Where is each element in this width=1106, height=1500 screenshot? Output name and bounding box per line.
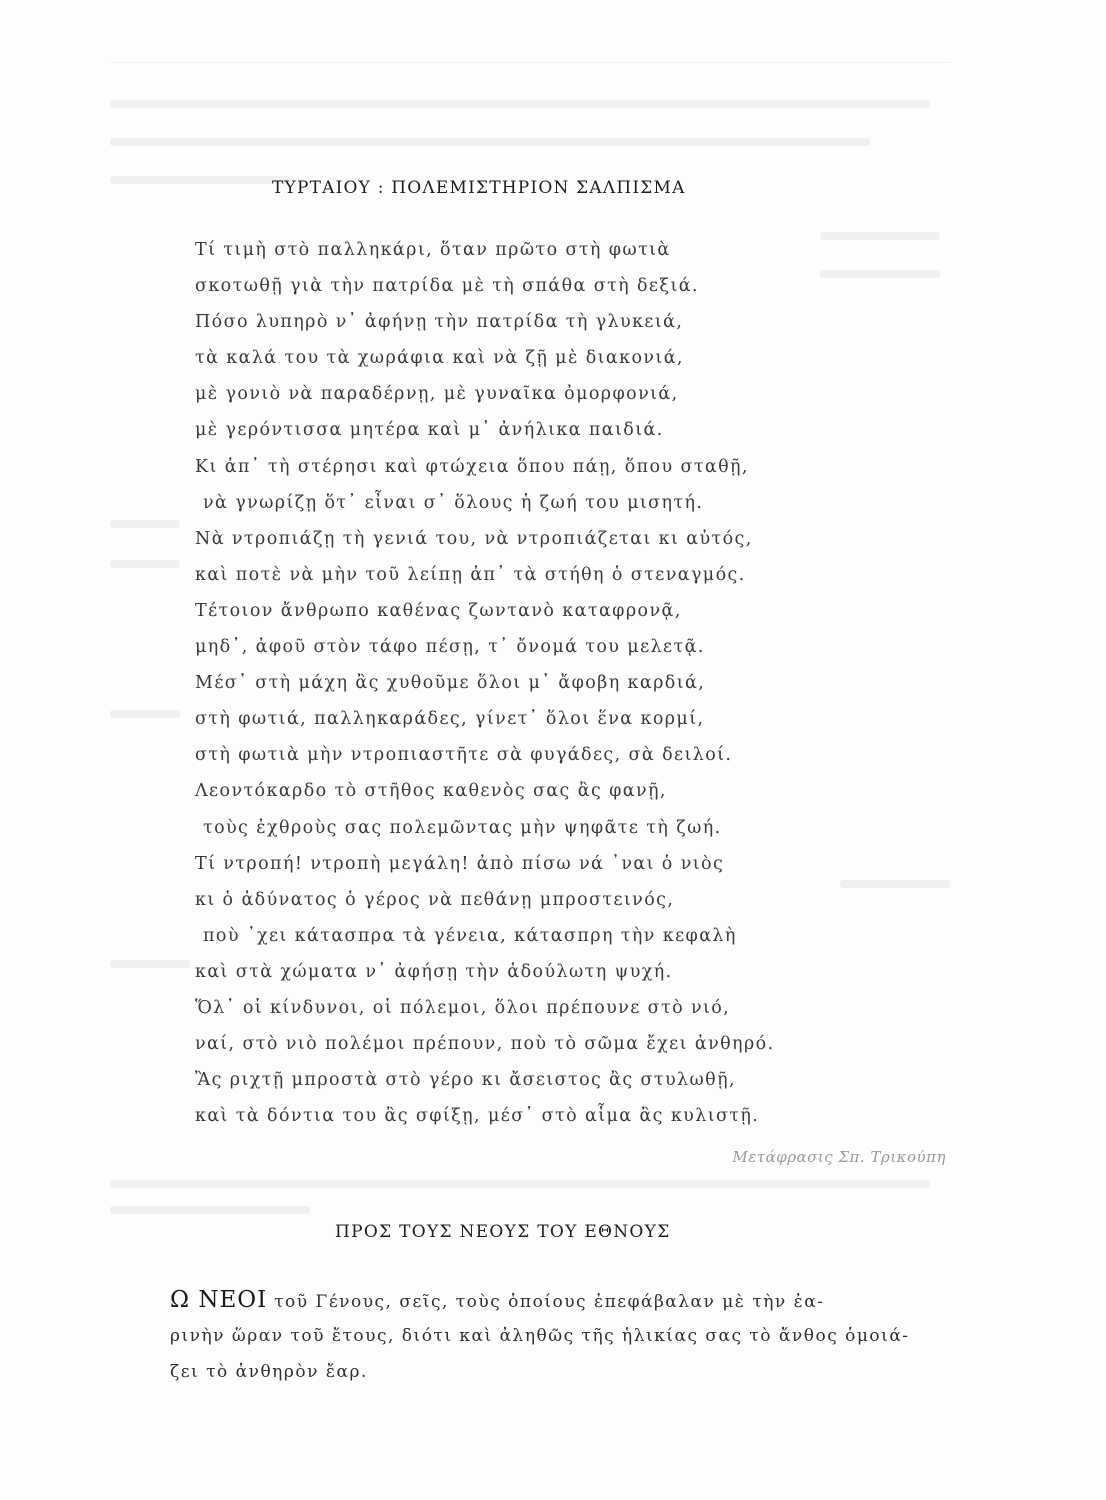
- paragraph-line: ρινὴν ὥραν τοῦ ἔτους, διότι καὶ ἀληθῶς τῆς ἡλικίας σας τὸ ἄνθος ὁμοιά-: [170, 1326, 910, 1346]
- poem-title: ΤΥΡΤΑΙΟΥ : ΠΟΛΕΜΙΣΤΗΡΙΟΝ ΣΑΛΠΙΣΜΑ: [272, 178, 686, 198]
- poem-line: Ὅλ᾽ οἱ κίνδυνοι, οἱ πόλεμοι, ὅλοι πρέπουνε στὸ νιό,: [195, 997, 731, 1018]
- poem-line: μὲ γονιὸ νὰ παραδέρνῃ, μὲ γυναῖκα ὀμορφονιά,: [195, 384, 679, 405]
- poem-line: Νὰ ντροπιάζῃ τὴ γενιά του, νὰ ντροπιάζεται κι αὐτός,: [195, 528, 753, 549]
- poem-line: στὴ φωτιὰ μὴν ντροπιαστῆτε σὰ φυγάδες, σὰ δειλοί.: [195, 745, 733, 766]
- show-through-text: [110, 138, 870, 146]
- show-through-text: [110, 520, 180, 528]
- poem-lines: [195, 232, 915, 1134]
- poem-line: ποὺ ᾽χει κάτασπρα τὰ γένεια, κάτασπρη τὴν κεφαλὴ: [203, 925, 737, 946]
- poem-line: Τέτοιον ἄνθρωπο καθένας ζωντανὸ καταφρονᾷ,: [195, 600, 682, 621]
- show-through-text: [110, 710, 180, 718]
- poem-line: Λεοντόκαρδο τὸ στῆθος καθενὸς σας ἂς φανῇ,: [195, 781, 667, 802]
- show-through-text: [110, 1180, 930, 1188]
- show-through-text: [110, 1206, 310, 1214]
- poem-line: τὰ καλά του τὰ χωράφια καὶ νὰ ζῇ μὲ διακονιά,: [195, 348, 684, 369]
- poem-line: νὰ γνωρίζῃ ὅτ᾽ εἶναι σ᾽ ὅλους ἡ ζωή του μισητή.: [203, 492, 704, 513]
- poem-line: Κι ἀπ᾽ τὴ στέρησι καὶ φτώχεια ὅπου πάῃ, ὅπου σταθῇ,: [195, 456, 749, 477]
- paragraph-line: [170, 1282, 970, 1318]
- poem-line: σκοτωθῇ γιὰ τὴν πατρίδα μὲ τὴ σπάθα στὴ δεξιά.: [195, 276, 699, 297]
- poem-line: Ἂς ριχτῇ μπροστὰ στὸ γέρο κι ἄσειστος ἂς στυλωθῇ,: [195, 1070, 736, 1091]
- poem-line: Πόσο λυπηρὸ ν᾽ ἀφήνῃ τὴν πατρίδα τὴ γλυκειά,: [195, 312, 684, 333]
- show-through-text: [110, 100, 930, 108]
- poem-line: μὲ γερόντισσα μητέρα καὶ μ᾽ ἀνήλικα παιδιά.: [195, 420, 664, 441]
- paragraph-line: ζει τὸ ἀνθηρὸν ἔαρ.: [170, 1362, 368, 1382]
- poem-line: καὶ ποτὲ νὰ μὴν τοῦ λείπῃ ἀπ᾽ τὰ στήθη ὁ στεναγμός.: [195, 564, 746, 585]
- poem-line: στὴ φωτιά, παλληκαράδες, γίνετ᾽ ὅλοι ἕνα κορμί,: [195, 709, 705, 730]
- show-through-text: [110, 560, 180, 568]
- poem-line: ναί, στὸ νιὸ πολέμοι πρέπουν, ποὺ τὸ σῶμα ἔχει ἀνθηρό.: [195, 1034, 775, 1055]
- translator-credit: Μετάφρασις Σπ. Τρικούπη: [732, 1148, 946, 1166]
- show-through-text: [110, 960, 190, 968]
- poem-line: καὶ στὰ χώματα ν᾽ ἀφήσῃ τὴν ἀδούλωτη ψυχή.: [195, 961, 673, 982]
- paragraph-text: τοῦ Γένους, σεῖς, τοὺς ὁποίους ἐπεφάβαλαν μὲ τὴν ἐα-: [267, 1292, 825, 1312]
- section-title: ΠΡΟΣ ΤΟΥΣ ΝΕΟΥΣ ΤΟΥ ΕΘΝΟΥΣ: [335, 1222, 671, 1242]
- show-through-header-rule: [110, 40, 950, 63]
- poem-line: Τί ντροπή! ντροπὴ μεγάλη! ἀπὸ πίσω νά ᾽ναι ὁ νιὸς: [195, 853, 725, 874]
- poem-line: Τί τιμὴ στὸ παλληκάρι, ὅταν πρῶτο στὴ φωτιὰ: [195, 240, 671, 260]
- poem-line: Μέσ᾽ στὴ μάχη ἂς χυθοῦμε ὅλοι μ᾽ ἄφοβη καρδιά,: [195, 673, 706, 694]
- poem-line: μηδ᾽, ἀφοῦ στὸν τάφο πέσῃ, τ᾽ ὄνομά του μελετᾷ.: [195, 637, 705, 658]
- poem-line: καὶ τὰ δόντια του ἂς σφίξῃ, μέσ᾽ στὸ αἷμα ἂς κυλιστῇ.: [195, 1106, 760, 1127]
- show-through-text: [110, 176, 290, 184]
- opening-words: Ω ΝΕΟΙ: [170, 1287, 268, 1313]
- poem-line: κι ὁ ἀδύνατος ὁ γέρος νὰ πεθάνῃ μπροστεινός,: [195, 889, 675, 910]
- section-paragraph: [170, 1282, 970, 1390]
- poem-line: τοὺς ἐχθροὺς σας πολεμῶντας μὴν ψηφᾶτε τὴ ζωή.: [203, 817, 722, 838]
